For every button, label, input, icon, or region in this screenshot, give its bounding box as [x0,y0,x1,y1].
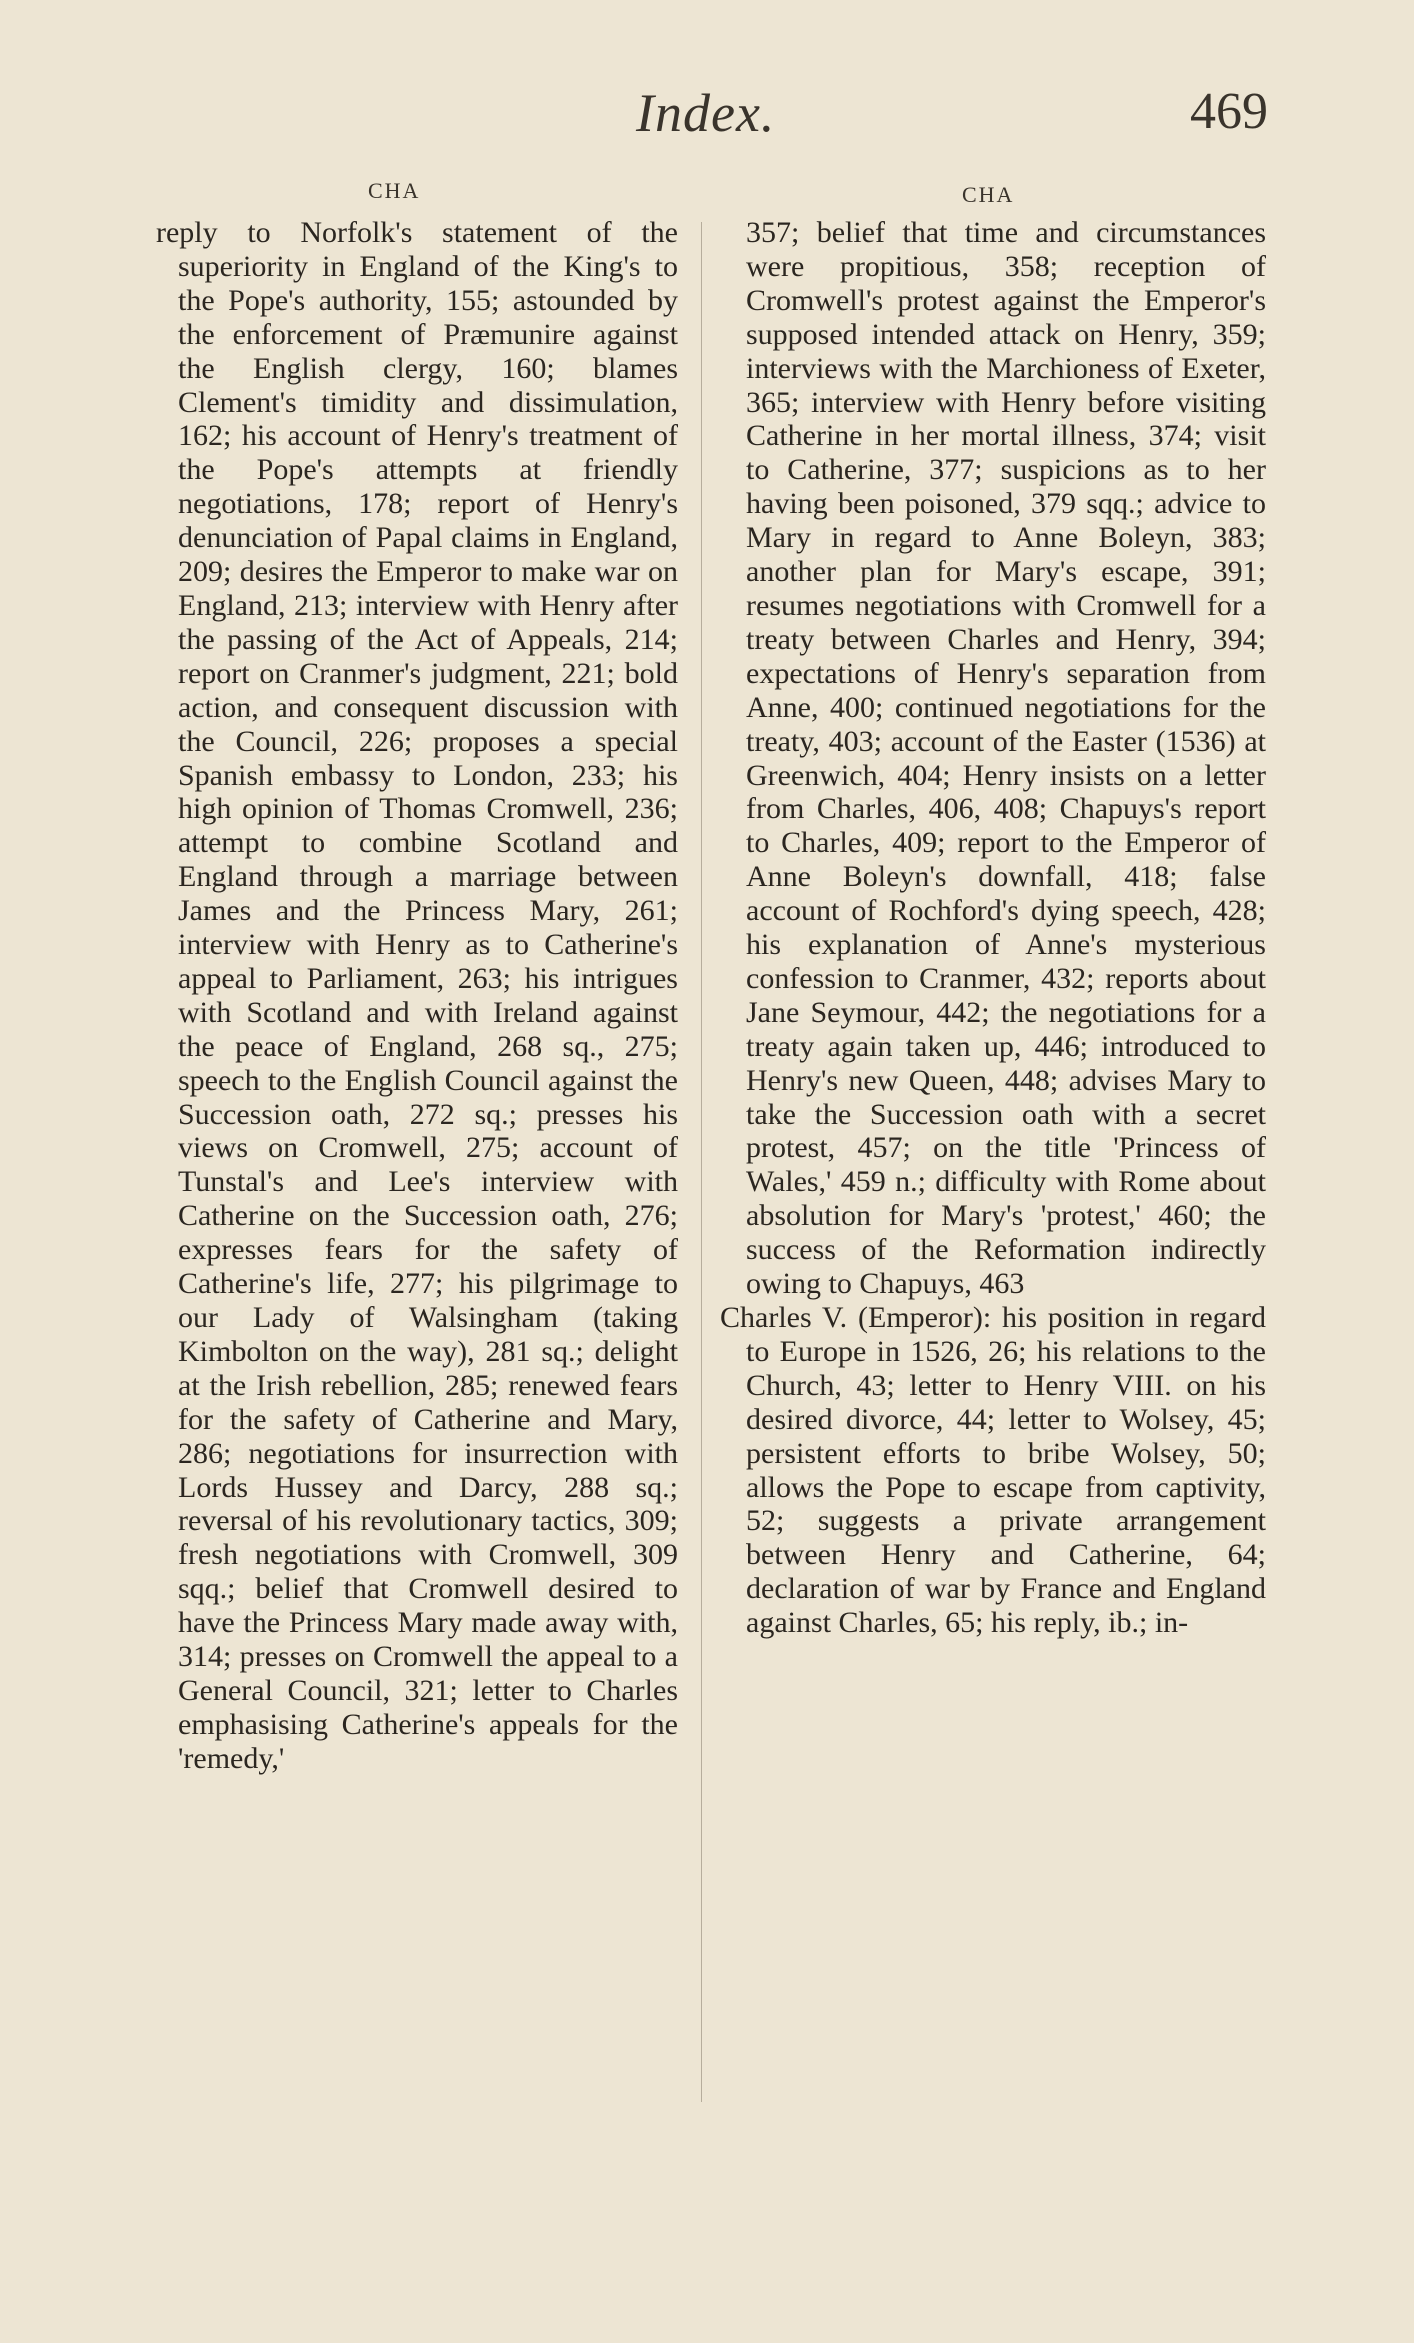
catchword-right: CHA [962,182,1015,207]
page-header [0,82,1414,152]
index-entry-continuation: 357; belief that time and circumstances were propitious, 358; reception of Cromwell's protest against the Emperor's supposed intended attack on Henry, 359; interviews with the Marchioness of Exeter, 365; interview with Henry before visiting Catherine in her mortal illness, 374; visit to Catherine, 377; suspicions as to her having been poisoned, 379 sqq.; advice to Mary in regard to Anne Boleyn, 383; another plan for Mary's escape, 391; resumes negotiations with Cromwell for a treaty between Charles and Henry, 394; expectations of Henry's separation from Anne, 400; continued negotiations for the treaty, 403; account of the Easter (1536) at Greenwich, 404; Henry insists on a letter from Charles, 406, 408; Chapuys's report to Charles, 409; report to the Emperor of Anne Boleyn's downfall, 418; false account of Rochford's dying speech, 428; his explanation of Anne's mysterious confession to Cranmer, 432; reports about Jane Seymour, 442; the negotiations for a treaty again taken up, 446; introduced to Henry's new Queen, 448; advises Mary to take the Succession oath with a secret protest, 457; on the title 'Princess of Wales,' 459 n.; difficulty with Rome about absolution for Mary's 'protest,' 460; the success of the Reformation indirectly owing to Chapuys, 463 [746,216,1266,1301]
index-column-right [720,216,1266,1640]
running-title: Index. [636,83,776,143]
index-column-left [156,216,678,1776]
index-entry-charles-v: Charles V. (Emperor): his position in regard to Europe in 1526, 26; his relations to the Church, 43; letter to Henry VIII. on his desired divorce, 44; letter to Wolsey, 45; persistent efforts to bribe Wolsey, 50; allows the Pope to escape from captivity, 52; suggests a private arrangement between Henry and Catherine, 64; declaration of war by France and England against Charles, 65; his reply, ib.; in- [720,1301,1266,1640]
index-entry-continuation: reply to Norfolk's statement of the superiority in England of the King's to the Pope's authority, 155; astounded by the enforcement of Præmunire against the English clergy, 160; blames Clement's timidity and dissimulation, 162; his account of Henry's treatment of the Pope's attempts at friendly negotiations, 178; report of Henry's denunciation of Papal claims in England, 209; desires the Emperor to make war on England, 213; interview with Henry after the passing of the Act of Appeals, 214; report on Cranmer's judgment, 221; bold action, and consequent discussion with the Council, 226; proposes a special Spanish embassy to London, 233; his high opinion of Thomas Cromwell, 236; attempt to combine Scotland and England through a marriage between James and the Princess Mary, 261; interview with Henry as to Catherine's appeal to Parliament, 263; his intrigues with Scotland and with Ireland against the peace of England, 268 sq., 275; speech to the English Council against the Succession oath, 272 sq.; presses his views on Cromwell, 275; account of Tunstal's and Lee's interview with Catherine on the Succession oath, 276; expresses fears for the safety of Catherine's life, 277; his pilgrimage to our Lady of Walsingham (taking Kimbolton on the way), 281 sq.; delight at the Irish rebellion, 285; renewed fears for the safety of Catherine and Mary, 286; negotiations for insurrection with Lords Hussey and Darcy, 288 sq.; reversal of his revolutionary tactics, 309; fresh negotiations with Cromwell, 309 sqq.; belief that Cromwell desired to have the Princess Mary made away with, 314; presses on Cromwell the appeal to a General Council, 321; letter to Charles emphasising Catherine's appeals for the 'remedy,' [156,216,678,1775]
catchword-left: CHA [368,178,421,203]
column-divider [701,222,702,2102]
page-number: 469 [1190,83,1268,140]
